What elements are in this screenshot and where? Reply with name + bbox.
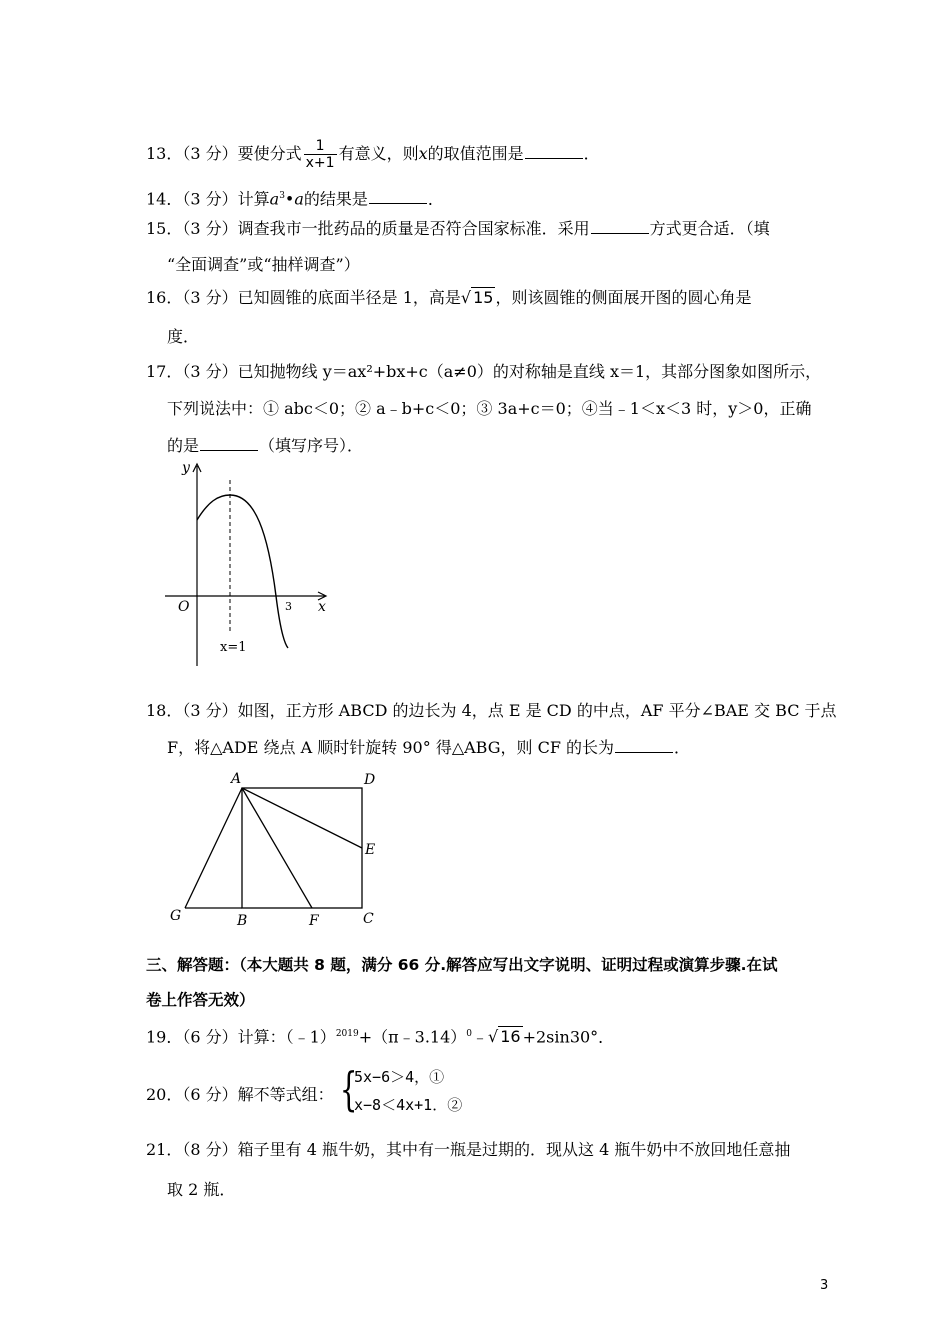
label-f: F xyxy=(309,913,319,929)
answer-blank xyxy=(369,189,427,204)
answer-blank xyxy=(591,219,649,234)
square-figure xyxy=(160,768,390,933)
question-13: 13．（3 分）要使分式 $\frac{1}{x+1}$ 有意义，则x的取值范围是 ． xyxy=(146,138,600,171)
x-label: x xyxy=(318,599,326,615)
answer-blank xyxy=(525,144,583,159)
question-14: 14．（3 分）计算$a^3•a$的结果是 ． xyxy=(146,189,444,209)
label-g: G xyxy=(170,908,182,924)
label-b: B xyxy=(237,913,248,929)
question-21-line2: 取 2 瓶． xyxy=(167,1180,236,1199)
inequality-2: x−8＜4x+1．② xyxy=(354,1096,463,1114)
parabola-curve xyxy=(197,495,288,648)
question-15-line2: “全面调查”或“抽样调查”） xyxy=(167,255,360,274)
segment-ag xyxy=(185,788,242,908)
question-21: 21．（8 分）箱子里有 4 瓶牛奶，其中有一瓶是过期的．现从这 4 瓶牛奶中不放回地任意抽 xyxy=(146,1140,791,1159)
question-17-line3: 的是 （填写序号）． xyxy=(167,436,364,455)
label-e: E xyxy=(365,842,376,858)
label-c: C xyxy=(363,911,374,927)
sqrt-symbol: √ 16 xyxy=(488,1027,521,1047)
y-label: y xyxy=(182,460,190,476)
page-number: 3 xyxy=(820,1278,829,1293)
inequality-1: 5x−6＞4，① xyxy=(354,1068,445,1086)
question-15: 15．（3 分）调查我市一批药品的质量是否符合国家标准．采用 方式更合适．（填 xyxy=(146,219,770,238)
answer-blank xyxy=(615,738,673,753)
answer-blank xyxy=(200,436,258,451)
question-17-line2: 下列说法中：① abc＜0；② a﹣b+c＜0；③ 3a+c＝0；④当﹣1＜x＜3 时，y＞0，正确 xyxy=(167,399,812,418)
question-18: 18．（3 分）如图，正方形 ABCD 的边长为 4，点 E 是 CD 的中点，AF 平分∠BAE 交 BC 于点 xyxy=(146,701,837,720)
question-17: 17．（3 分）已知抛物线 y＝ax²+bx+c（a≠0）的对称轴是直线 x＝1，其部分图象如图所示， xyxy=(146,362,822,381)
brace-symbol: { xyxy=(339,1062,358,1116)
fraction: $\frac{1}{x+1}$ xyxy=(305,138,335,171)
tick-3-label: 3 xyxy=(285,600,292,613)
sqrt-symbol: √ 15 xyxy=(460,288,494,307)
question-18-line2: F，将△ADE 绕点 A 顺时针旋转 90° 得△ABG，则 CF 的长为 ． xyxy=(167,738,691,757)
section-3-heading: 三、解答题：（本大题共 8 题，满分 66 分.解答应写出文字说明、证明过程或演算步骤.在试 xyxy=(146,956,778,974)
question-16-line2: 度． xyxy=(167,327,200,346)
section-3-heading-line2: 卷上作答无效） xyxy=(146,991,255,1009)
question-19: 19．（6 分）计算：（﹣1）$^{2019}$+（π﹣3.14）$^0$﹣√ 16 +2sin30°． xyxy=(146,1027,615,1047)
label-a: A xyxy=(231,771,242,787)
symmetry-label: x=1 xyxy=(220,640,247,655)
origin-label: O xyxy=(178,599,190,615)
question-20-label: 20．（6 分）解不等式组： xyxy=(146,1085,334,1104)
label-d: D xyxy=(364,772,376,788)
parabola-figure xyxy=(160,458,340,673)
question-16: 16．（3 分）已知圆锥的底面半径是 1，高是√ 15 ，则该圆锥的侧面展开图的圆心角是 xyxy=(146,288,752,307)
